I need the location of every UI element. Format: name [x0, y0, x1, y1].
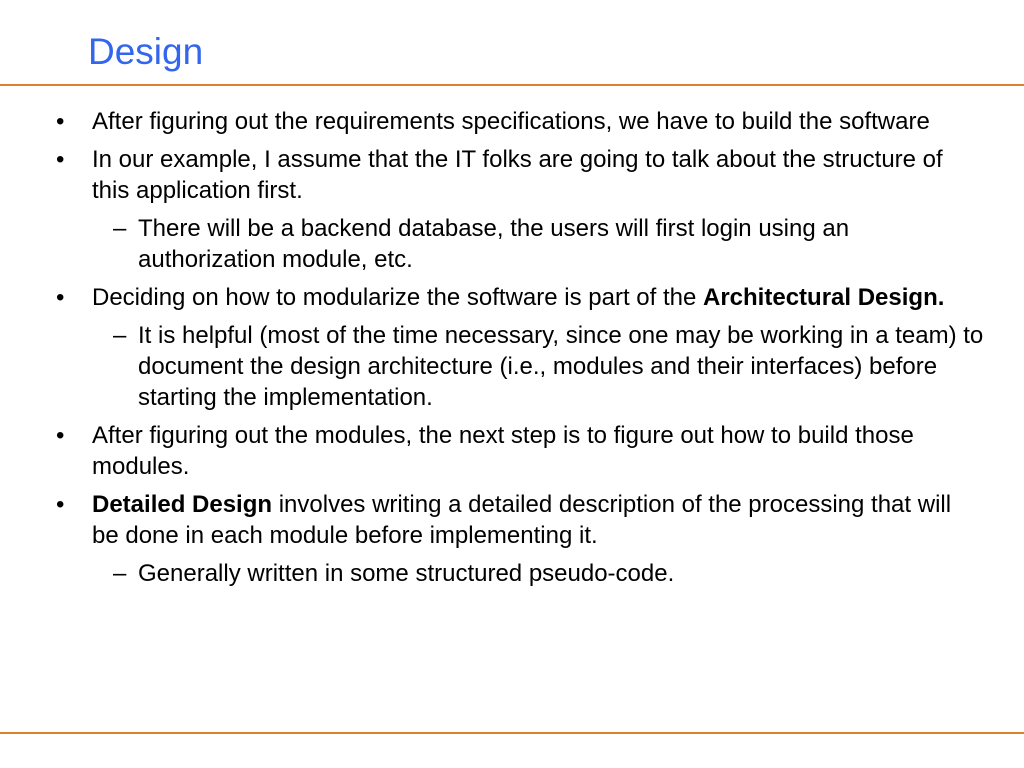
sub-bullet-marker: – — [113, 322, 127, 349]
sub-bullet-text: It is helpful (most of the time necessary, since one may be working in a team) to document the design architecture (i.e., modules and their interfaces) before starting the implementation. — [138, 322, 984, 411]
bullet-marker: • — [56, 422, 65, 449]
slide-body — [0, 106, 1024, 596]
bullet-bold-term: Architectural Design. — [703, 284, 945, 311]
bullet-text: In our example, I assume that the IT folks are going to talk about the structure of this application first. — [92, 146, 943, 204]
bullet-text: After figuring out the requirements specifications, we have to build the software — [92, 108, 930, 135]
bullet-text: Deciding on how to modularize the software is part of the — [92, 284, 703, 311]
slide-title: Design — [88, 31, 204, 72]
title-divider — [0, 84, 1024, 86]
bullet-item — [0, 489, 1024, 551]
bullet-text: involves writing a detailed description of the processing that will be done in each module before implementing it. — [92, 491, 952, 549]
bullet-item — [0, 144, 1024, 206]
footer-divider — [0, 732, 1024, 734]
sub-bullet-text: There will be a backend database, the users will first login using an authorization module, etc. — [138, 215, 850, 273]
sub-bullet-item — [0, 558, 1024, 589]
bullet-item — [0, 106, 1024, 137]
sub-bullet-item — [0, 320, 1024, 413]
sub-bullet-text: Generally written in some structured pseudo-code. — [138, 560, 675, 587]
bullet-item — [0, 420, 1024, 482]
bullet-marker: • — [56, 146, 65, 173]
sub-bullet-item — [0, 213, 1024, 275]
bullet-marker: • — [56, 284, 65, 311]
sub-bullet-marker: – — [113, 215, 127, 242]
bullet-bold-term: Detailed Design — [92, 491, 273, 518]
bullet-marker: • — [56, 491, 65, 518]
bullet-text: After figuring out the modules, the next step is to figure out how to build those modules. — [92, 422, 914, 480]
bullet-item — [0, 282, 1024, 313]
sub-bullet-marker: – — [113, 560, 127, 587]
bullet-marker: • — [56, 108, 65, 135]
